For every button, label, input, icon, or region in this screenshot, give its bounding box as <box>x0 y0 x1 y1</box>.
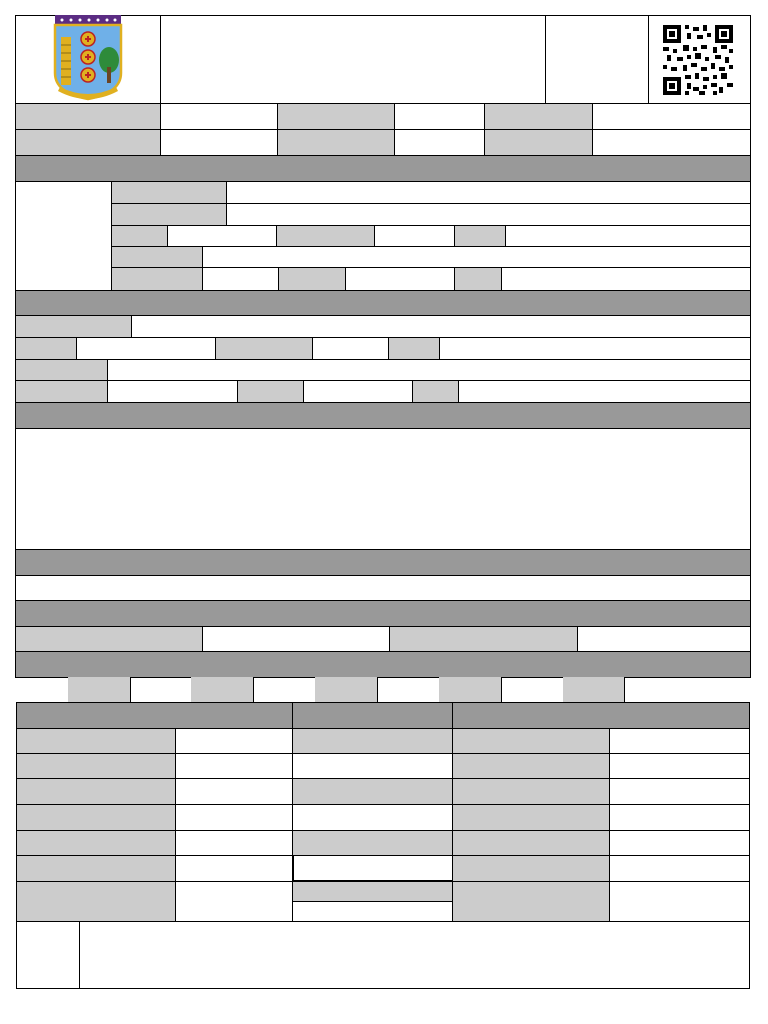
header-title-cell <box>160 15 546 104</box>
section-band <box>15 549 751 576</box>
table-cell <box>292 881 453 902</box>
field-label <box>15 315 132 338</box>
table-cell[interactable] <box>292 901 453 922</box>
field-label <box>15 337 77 360</box>
field-label <box>111 181 227 204</box>
table-label <box>452 753 610 779</box>
header-code-cell <box>545 15 649 104</box>
text-field[interactable] <box>226 203 751 226</box>
table-cell[interactable] <box>292 855 453 882</box>
table-header <box>292 702 453 729</box>
field-label <box>237 380 304 403</box>
text-field[interactable] <box>505 225 751 247</box>
text-field[interactable] <box>107 380 238 403</box>
text-field[interactable] <box>15 575 751 601</box>
text-field[interactable] <box>374 225 455 247</box>
text-field[interactable] <box>202 246 751 268</box>
table-label <box>452 804 610 831</box>
field-label <box>111 225 168 247</box>
table-label <box>16 804 176 831</box>
section-band <box>15 651 751 678</box>
table-label <box>452 728 610 754</box>
text-field[interactable] <box>226 181 751 204</box>
field-label <box>454 225 506 247</box>
table-cell[interactable] <box>609 728 750 754</box>
scale-option[interactable] <box>563 677 625 702</box>
field-label <box>276 225 375 247</box>
field-label <box>454 267 502 291</box>
text-field[interactable] <box>577 626 751 652</box>
table-cell <box>292 830 453 856</box>
text-field[interactable] <box>202 267 279 291</box>
field-label <box>15 626 203 652</box>
table-label <box>16 830 176 856</box>
text-field[interactable] <box>107 359 751 381</box>
table-header <box>16 702 293 729</box>
scale-option[interactable] <box>315 677 378 702</box>
text-field[interactable] <box>501 267 751 291</box>
section-band <box>15 600 751 627</box>
text-field[interactable] <box>345 267 455 291</box>
field-label <box>111 246 203 268</box>
field-label <box>15 380 108 403</box>
table-cell[interactable] <box>609 830 750 856</box>
table-cell <box>292 778 453 805</box>
table-cell[interactable] <box>292 753 453 779</box>
field-label <box>111 203 227 226</box>
table-label <box>452 830 610 856</box>
info-label <box>277 129 395 156</box>
scale-option[interactable] <box>439 677 502 702</box>
field-label <box>278 267 346 291</box>
qr-code-icon <box>663 25 733 95</box>
text-field[interactable] <box>167 225 277 247</box>
info-field[interactable] <box>592 103 751 130</box>
table-label <box>16 881 176 922</box>
info-field[interactable] <box>592 129 751 156</box>
text-field[interactable] <box>76 337 216 360</box>
table-label <box>452 855 610 882</box>
info-label <box>15 129 161 156</box>
observations-label-cell <box>16 921 80 989</box>
table-label <box>16 778 176 805</box>
text-field[interactable] <box>131 315 751 338</box>
text-area[interactable] <box>15 428 751 550</box>
table-cell[interactable] <box>175 830 293 856</box>
scale-option[interactable] <box>68 677 131 702</box>
text-field[interactable] <box>439 337 751 360</box>
table-cell[interactable] <box>609 804 750 831</box>
field-label <box>389 626 578 652</box>
table-cell[interactable] <box>175 728 293 754</box>
section-band <box>15 155 751 182</box>
scale-option[interactable] <box>191 677 254 702</box>
table-cell[interactable] <box>175 881 293 922</box>
table-cell[interactable] <box>292 804 453 831</box>
table-cell[interactable] <box>609 855 750 882</box>
table-label <box>16 728 176 754</box>
table-cell[interactable] <box>175 778 293 805</box>
field-label <box>388 337 440 360</box>
table-label <box>16 855 176 882</box>
field-label <box>215 337 313 360</box>
table-cell[interactable] <box>175 804 293 831</box>
section-band <box>15 290 751 316</box>
info-field[interactable] <box>394 103 485 130</box>
table-label <box>452 881 610 922</box>
table-cell[interactable] <box>609 778 750 805</box>
text-field[interactable] <box>458 380 751 403</box>
table-cell[interactable] <box>175 753 293 779</box>
section-band <box>15 402 751 429</box>
photo-box <box>15 181 112 291</box>
table-cell[interactable] <box>175 855 293 882</box>
info-label <box>484 103 593 130</box>
info-field[interactable] <box>160 129 278 156</box>
table-cell <box>292 728 453 754</box>
text-field[interactable] <box>303 380 413 403</box>
info-label <box>15 103 161 130</box>
text-field[interactable] <box>202 626 390 652</box>
info-field[interactable] <box>394 129 485 156</box>
table-label <box>452 778 610 805</box>
text-field[interactable] <box>312 337 389 360</box>
field-label <box>111 267 203 291</box>
field-label <box>15 359 108 381</box>
table-cell[interactable] <box>609 753 750 779</box>
table-label <box>16 753 176 779</box>
table-header <box>452 702 750 729</box>
info-field[interactable] <box>160 103 278 130</box>
observations-field[interactable] <box>79 921 750 989</box>
info-label <box>484 129 593 156</box>
coat-of-arms-icon <box>52 15 124 103</box>
table-cell[interactable] <box>609 881 750 922</box>
info-label <box>277 103 395 130</box>
field-label <box>412 380 459 403</box>
